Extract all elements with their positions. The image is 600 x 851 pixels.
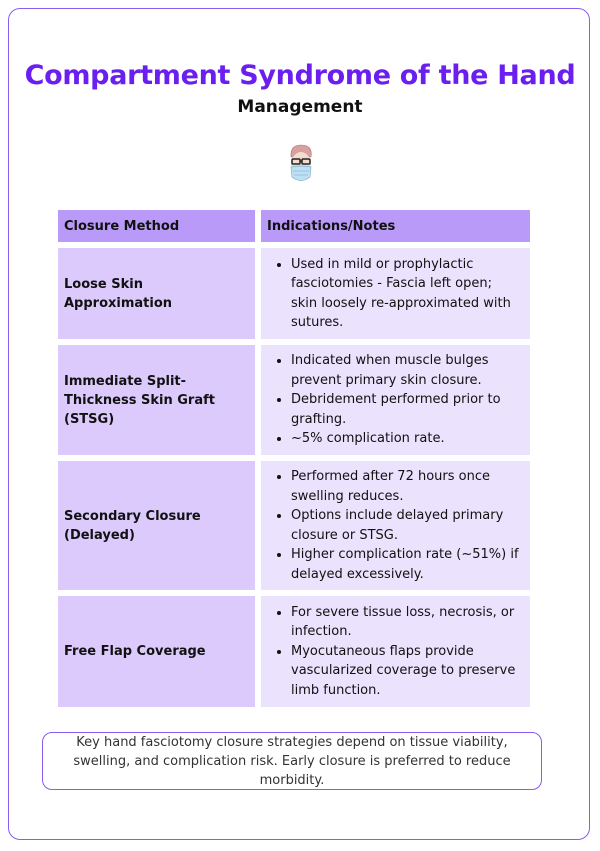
notes-cell [261, 461, 530, 590]
closure-methods-table [52, 204, 536, 713]
note-item: • Options include delayed primary closure or STSG. [291, 506, 522, 545]
summary-box [42, 732, 542, 790]
table-row [58, 345, 530, 455]
page-title: Compartment Syndrome of the Hand [24, 60, 576, 91]
column-header-notes: Indications/Notes [261, 210, 530, 242]
note-item: • Higher complication rate (~51%) if delayed excessively. [291, 545, 522, 584]
method-cell: Free Flap Coverage [58, 596, 255, 707]
notes-cell [261, 248, 530, 339]
method-cell: Immediate Split-Thickness Skin Graft (STSG) [58, 345, 255, 455]
column-header-method: Closure Method [58, 210, 255, 242]
note-item: • ~5% complication rate. [291, 429, 522, 449]
notes-cell [261, 345, 530, 455]
note-item: • Myocutaneous flaps provide vascularized coverage to preserve limb function. [291, 642, 522, 701]
note-item: • Performed after 72 hours once swelling reduces. [291, 467, 522, 506]
doctor-avatar-icon [284, 143, 318, 185]
table-header-row [58, 210, 530, 242]
table-row [58, 596, 530, 707]
table-row [58, 248, 530, 339]
note-item: • Indicated when muscle bulges prevent primary skin closure. [291, 351, 522, 390]
table-row [58, 461, 530, 590]
method-cell: Loose Skin Approximation [58, 248, 255, 339]
note-item: • Used in mild or prophylactic fasciotomies - Fascia left open; skin loosely re-approximated with sutures. [291, 255, 522, 333]
note-item: • Debridement performed prior to grafting. [291, 390, 522, 429]
method-cell: Secondary Closure (Delayed) [58, 461, 255, 590]
page-subtitle: Management [237, 97, 363, 117]
note-item: • For severe tissue loss, necrosis, or infection. [291, 603, 522, 642]
summary-text: Key hand fasciotomy closure strategies depend on tissue viability, swelling, and complication risk. Early closure is preferred to reduce morbidity. [73, 734, 511, 788]
notes-cell [261, 596, 530, 707]
